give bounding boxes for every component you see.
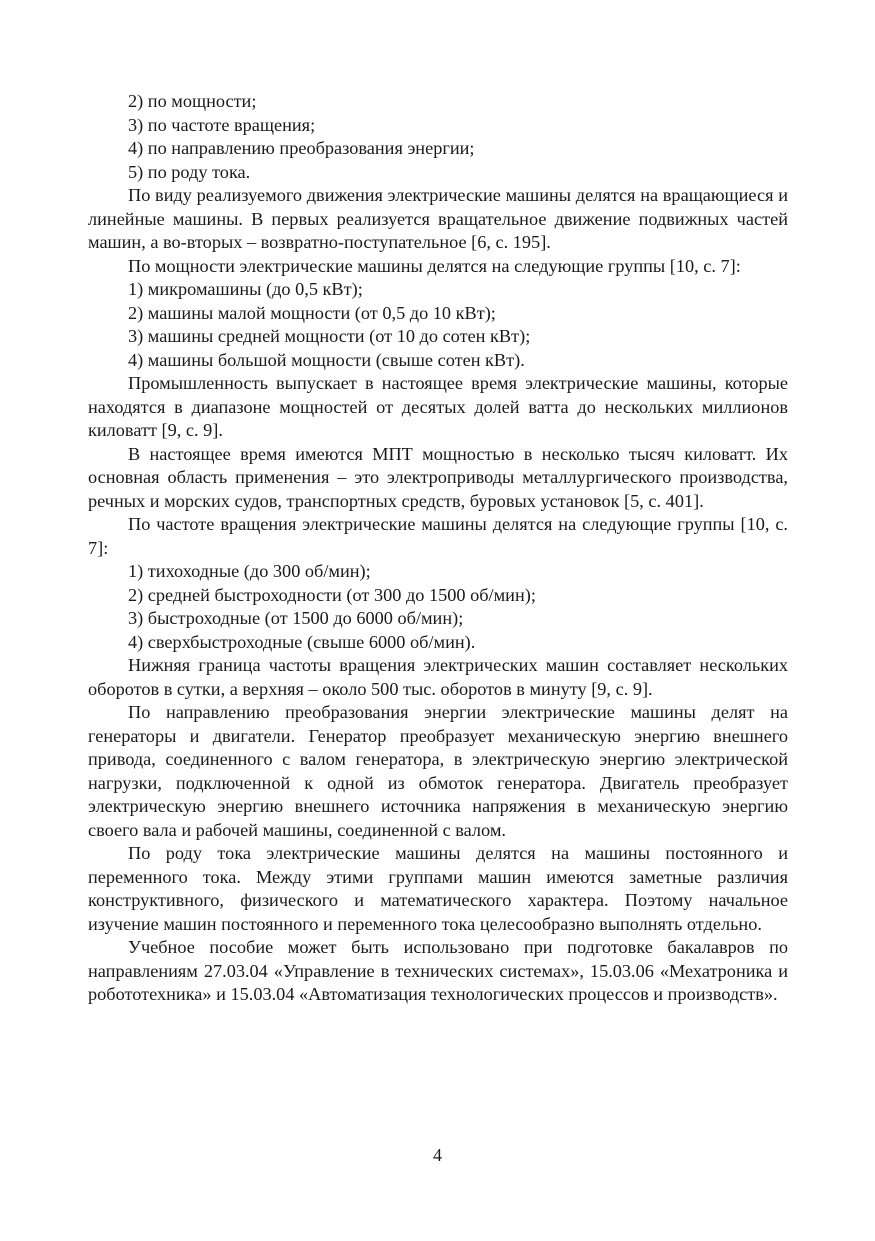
- paragraph-industry: Промышленность выпускает в настоящее время электрические машины, которые находятся в диапазоне мощностей от десятых долей ватта до нескольких миллионов киловатт [9, с. 9].: [88, 373, 788, 440]
- page-number: 4: [433, 1145, 442, 1165]
- list-item: 2) средней быстроходности (от 300 до 1500 об/мин);: [128, 584, 536, 605]
- paragraph-speed-limits: Нижняя граница частоты вращения электрических машин составляет нескольких оборотов в сутки, а верхняя – около 500 тыс. оборотов в минуту [9, с. 9].: [88, 655, 788, 699]
- document-page: [88, 90, 788, 1007]
- list-item: 1) тихоходные (до 300 об/мин);: [128, 561, 371, 581]
- list-item: 2) машины малой мощности (от 0,5 до 10 кВт);: [128, 302, 496, 323]
- paragraph-power-intro: По мощности электрические машины делятся на следующие группы [10, с. 7]:: [128, 255, 741, 276]
- paragraph-speed-intro: По частоте вращения электрические машины делятся на следующие группы [10, с. 7]:: [88, 514, 788, 558]
- paragraph-motion-types: По виду реализуемого движения электрические машины делятся на вращающиеся и линейные машины. В первых реализуется вращательное движение подвижных частей машин, а во-вторых – возвратно-поступательное [6, с. 195].: [88, 185, 788, 252]
- list-item: 5) по роду тока.: [128, 161, 251, 182]
- paragraph-mpt: В настоящее время имеются МПТ мощностью в несколько тысяч киловатт. Их основная область применения – это электроприводы металлургического производства, речных и морских судов, транспортных средств, буровых установок [5, с. 401].: [88, 443, 788, 511]
- paragraph-conversion: По направлению преобразования энергии электрические машины делят на генераторы и двигатели. Генератор преобразует механическую энергию внешнего привода, соединенного с валом генератора, в электрическую энергию электрической нагрузки, подключенной к одной из обмоток генератора. Двигатель преобразует электрическую энергию внешнего источника напряжения в механическую энергию своего вала и рабочей машины, соединенной с валом.: [88, 702, 788, 840]
- list-item: 1) микромашины (до 0,5 кВт);: [128, 279, 363, 299]
- paragraph-textbook: Учебное пособие может быть использовано при подготовке бакалавров по направлениям 27.03.04 «Управление в технических системах», 15.03.06 «Мехатроника и робототехника» и 15.03.04 «Автоматизация технологических процессов и производств».: [88, 937, 788, 1004]
- list-item: 3) быстроходные (от 1500 до 6000 об/мин);: [128, 608, 464, 628]
- list-item: 3) машины средней мощности (от 10 до сотен кВт);: [128, 326, 531, 346]
- list-item: 4) машины большой мощности (свыше сотен кВт).: [128, 349, 525, 370]
- list-item: 3) по частоте вращения;: [128, 114, 316, 135]
- list-item: 4) сверхбыстроходные (свыше 6000 об/мин).: [128, 631, 476, 652]
- list-item: 4) по направлению преобразования энергии;: [128, 138, 475, 158]
- list-item: 2) по мощности;: [128, 91, 257, 111]
- paragraph-current-type: По роду тока электрические машины делятся на машины постоянного и переменного тока. Между этими группами машин имеются заметные различия конструктивного, физического и математического характера. Поэтому начальное изучение машин постоянного и переменного тока целесообразно выполнять отдельно.: [88, 843, 788, 934]
